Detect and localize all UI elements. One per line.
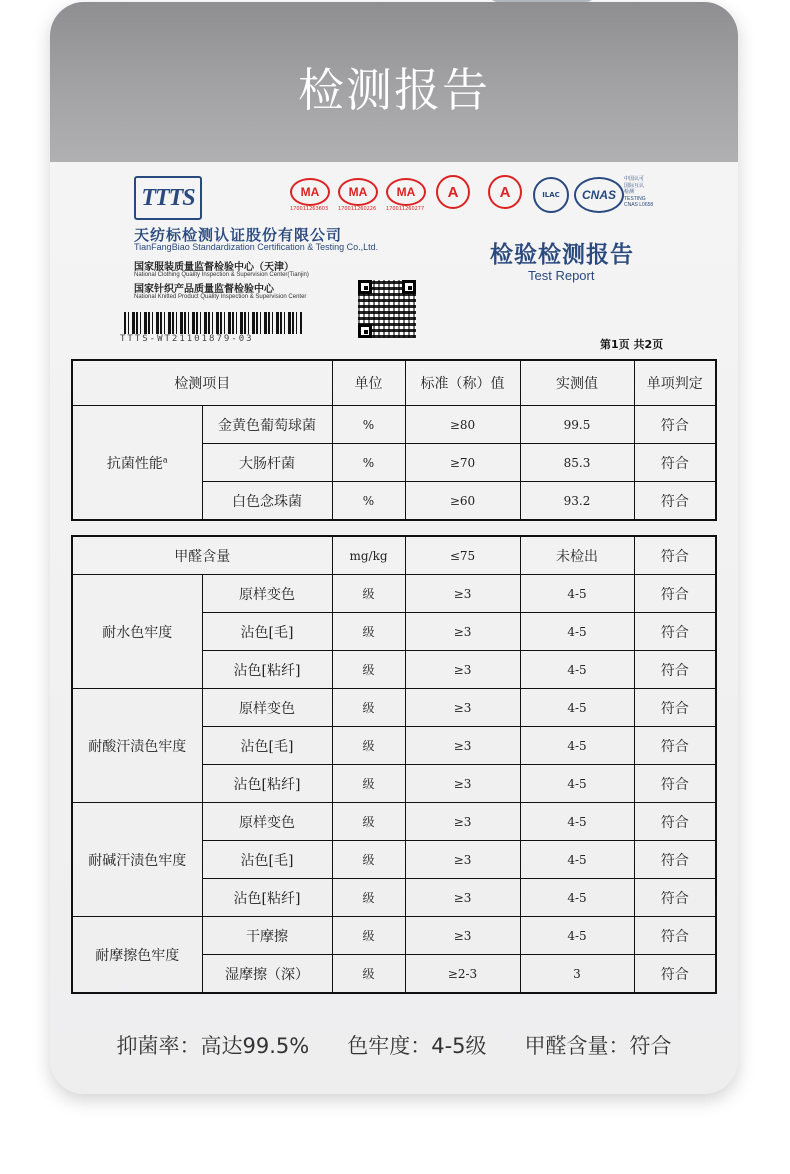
report-title-cn: 检验检测报告 [490, 242, 634, 268]
measured-cell: 4-5 [520, 727, 634, 765]
item-cell: 沾色[粘纤] [202, 765, 332, 803]
item-cell: 湿摩擦（深） [202, 955, 332, 994]
antibacterial-table [71, 359, 717, 521]
item-cell: 甲醛含量 [72, 536, 332, 575]
result-cell: 符合 [634, 879, 716, 917]
measured-cell: 未检出 [520, 536, 634, 575]
measured-cell: 93.2 [520, 482, 634, 521]
cma-mark: MA [290, 178, 330, 206]
center1-name-en: National Clothing Quality Inspection & Supervision Center(Tianjin) [134, 272, 309, 278]
standard-cell: ≥80 [405, 406, 520, 444]
qr-code [358, 280, 416, 338]
card-header [50, 2, 738, 162]
standard-cell: ≥3 [405, 613, 520, 651]
unit-cell: 级 [332, 955, 405, 994]
fastness-table [71, 535, 717, 994]
qr-finder [358, 324, 372, 338]
result-cell: 符合 [634, 727, 716, 765]
result-cell: 符合 [634, 917, 716, 955]
header-unit: 单位 [332, 360, 405, 406]
barcode [124, 312, 302, 334]
table-row [72, 803, 716, 841]
item-cell: 沾色[毛] [202, 613, 332, 651]
measured-cell: 4-5 [520, 841, 634, 879]
cma-number: 170011260226 [338, 206, 377, 212]
measured-cell: 4-5 [520, 879, 634, 917]
table-row [72, 406, 716, 444]
group-cell [72, 406, 202, 521]
unit-cell: mg/kg [332, 536, 405, 575]
center1-name-cn: 国家服装质量监督检验中心（天津） [134, 262, 294, 273]
standard-cell: ≤75 [405, 536, 520, 575]
table-header-row [72, 360, 716, 406]
cnas-label-line: 中国认可 [624, 176, 645, 182]
standard-cell: ≥70 [405, 444, 520, 482]
cnas-label [624, 176, 653, 209]
result-cell: 符合 [634, 651, 716, 689]
item-cell: 大肠杆菌 [202, 444, 332, 482]
unit-cell: 级 [332, 879, 405, 917]
cal-mark: A [436, 175, 470, 209]
unit-cell: 级 [332, 727, 405, 765]
standard-cell: ≥3 [405, 727, 520, 765]
header-judgement: 单项判定 [634, 360, 716, 406]
measured-cell: 4-5 [520, 689, 634, 727]
standard-cell: ≥3 [405, 651, 520, 689]
cnas-label-line: TESTING [624, 195, 646, 202]
item-cell: 沾色[粘纤] [202, 651, 332, 689]
report-document [50, 162, 738, 1094]
result-cell: 符合 [634, 955, 716, 994]
measured-cell: 4-5 [520, 651, 634, 689]
unit-cell: 级 [332, 803, 405, 841]
group-cell: 耐水色牢度 [72, 575, 202, 689]
item-cell: 金黄色葡萄球菌 [202, 406, 332, 444]
group-cell: 耐酸汗渍色牢度 [72, 689, 202, 803]
standard-cell: ≥60 [405, 482, 520, 521]
unit-cell: % [332, 406, 405, 444]
cnas-label-line: 检测 [624, 189, 635, 195]
result-cell: 符合 [634, 803, 716, 841]
cnas-label-line: 国际互认 [624, 182, 645, 189]
table-row [72, 536, 716, 575]
qr-finder [358, 280, 372, 294]
measured-cell: 85.3 [520, 444, 634, 482]
result-cell: 符合 [634, 444, 716, 482]
measured-cell: 4-5 [520, 917, 634, 955]
item-cell: 原样变色 [202, 689, 332, 727]
standard-cell: ≥3 [405, 575, 520, 613]
table-row [72, 689, 716, 727]
measured-cell: 99.5 [520, 406, 634, 444]
result-cell: 符合 [634, 841, 716, 879]
item-cell: 沾色[毛] [202, 727, 332, 765]
unit-cell: % [332, 482, 405, 521]
summary-bar [50, 1030, 738, 1060]
standard-cell: ≥3 [405, 879, 520, 917]
table-row [72, 917, 716, 955]
header-item: 检测项目 [72, 360, 332, 406]
report-card [50, 2, 738, 1094]
result-cell: 符合 [634, 536, 716, 575]
company-name-en: TianFangBiao Standardization Certification & Testing Co.,Ltd. [134, 242, 379, 252]
page-title: 检测报告 [298, 63, 490, 117]
cnas-label-line: CNAS L0658 [624, 202, 654, 208]
item-cell: 沾色[毛] [202, 841, 332, 879]
cma-mark: MA [338, 178, 378, 206]
measured-cell: 3 [520, 955, 634, 994]
unit-cell: 级 [332, 841, 405, 879]
unit-cell: % [332, 444, 405, 482]
result-cell: 符合 [634, 575, 716, 613]
group-cell: 耐碱汗渍色牢度 [72, 803, 202, 917]
measured-cell: 4-5 [520, 613, 634, 651]
item-cell: 原样变色 [202, 575, 332, 613]
result-cell: 符合 [634, 765, 716, 803]
standard-cell: ≥2-3 [405, 955, 520, 994]
center2-name-en: National Knitted Product Quality Inspection & Supervision Center [134, 294, 307, 300]
company-logo: TTTS [134, 176, 202, 220]
group-note-mark: a [162, 454, 168, 464]
item-cell: 原样变色 [202, 803, 332, 841]
summary-color-fastness: 色牢度：4-5级 [347, 1034, 487, 1058]
report-title-en: Test Report [528, 268, 595, 283]
unit-cell: 级 [332, 917, 405, 955]
summary-antibacterial: 抑菌率：高达99.5% [116, 1034, 310, 1058]
page-number: 第1页 共2页 [600, 338, 664, 351]
measured-cell: 4-5 [520, 575, 634, 613]
center2-name-cn: 国家针织产品质量监督检验中心 [134, 284, 274, 295]
result-cell: 符合 [634, 482, 716, 521]
measured-cell: 4-5 [520, 765, 634, 803]
standard-cell: ≥3 [405, 917, 520, 955]
item-cell: 白色念珠菌 [202, 482, 332, 521]
standard-cell: ≥3 [405, 841, 520, 879]
header-standard: 标准（称）值 [405, 360, 520, 406]
unit-cell: 级 [332, 651, 405, 689]
unit-cell: 级 [332, 765, 405, 803]
unit-cell: 级 [332, 575, 405, 613]
measured-cell: 4-5 [520, 803, 634, 841]
result-cell: 符合 [634, 406, 716, 444]
result-cell: 符合 [634, 613, 716, 651]
item-cell: 干摩擦 [202, 917, 332, 955]
unit-cell: 级 [332, 613, 405, 651]
barcode-number: TTTS-WT21101879-03 [120, 334, 254, 344]
unit-cell: 级 [332, 689, 405, 727]
cnas-mark: CNAS [574, 177, 624, 213]
result-cell: 符合 [634, 689, 716, 727]
group-cell: 耐摩擦色牢度 [72, 917, 202, 994]
company-name-cn: 天纺标检测认证股份有限公司 [134, 226, 343, 244]
table-row [72, 575, 716, 613]
group-label: 抗菌性能 [106, 455, 163, 472]
header-measured: 实测值 [520, 360, 634, 406]
cma-mark: MA [386, 178, 426, 206]
qr-finder [402, 280, 416, 294]
standard-cell: ≥3 [405, 689, 520, 727]
standard-cell: ≥3 [405, 765, 520, 803]
cma-number: 170011260277 [386, 206, 425, 212]
item-cell: 沾色[粘纤] [202, 879, 332, 917]
cal-mark: A [488, 175, 522, 209]
standard-cell: ≥3 [405, 803, 520, 841]
summary-formaldehyde: 甲醛含量：符合 [524, 1034, 672, 1058]
ilac-mra-mark: ILAC [533, 177, 569, 213]
cma-number: 170011263603 [290, 206, 329, 212]
